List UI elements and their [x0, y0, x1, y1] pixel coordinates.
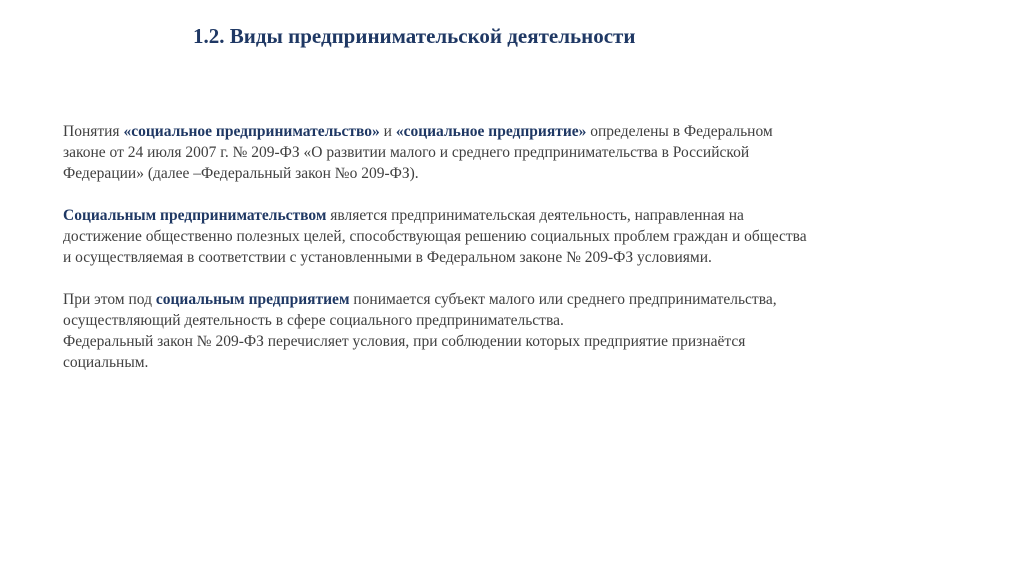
paragraph-spacer: [63, 268, 998, 289]
term-social-entrepreneurship-def: Социальным предпринимательством: [63, 207, 327, 224]
paragraph-social-entrepreneurship: [63, 205, 998, 268]
paragraph-line: Федеральный закон № 209-ФЗ перечисляет условия, при соблюдении которых предприятие признаётся: [63, 333, 746, 350]
text-fragment: При этом под: [63, 291, 156, 308]
paragraph-line: достижение общественно полезных целей, способствующая решению социальных проблем граждан и общества: [63, 228, 807, 245]
term-social-enterprise-def: социальным предприятием: [155, 291, 350, 308]
text-fragment: и: [379, 123, 396, 140]
text-fragment: понимается субъект малого или среднего предпринимательства,: [349, 291, 777, 308]
text-fragment: определены в Федеральном: [586, 123, 773, 140]
slide-body: [63, 121, 998, 373]
paragraph-spacer: [63, 184, 998, 205]
paragraph-line: законе от 24 июля 2007 г. № 209-ФЗ «О развитии малого и среднего предпринимательства в Российской: [63, 144, 750, 161]
term-social-entrepreneurship: «социальное предпринимательство»: [123, 123, 380, 140]
paragraph-social-enterprise: [63, 289, 998, 373]
paragraph-line: [63, 289, 998, 310]
slide-title: 1.2. Виды предпринимательской деятельности: [193, 24, 636, 48]
paragraph-line: осуществляющий деятельность в сфере социального предпринимательства.: [63, 312, 564, 329]
text-fragment: Понятия: [63, 123, 124, 140]
paragraph-line: и осуществляемая в соответствии с установленными в Федеральном законе № 209-ФЗ условиями.: [63, 249, 712, 266]
paragraph-line: социальным.: [63, 354, 149, 371]
paragraph-line: Федерации» (далее –Федеральный закон №о 209-ФЗ).: [63, 165, 419, 182]
text-fragment: является предпринимательская деятельность, направленная на: [326, 207, 744, 224]
term-social-enterprise: «социальное предприятие»: [395, 123, 587, 140]
paragraph-definitions: [63, 121, 998, 184]
paragraph-line: [63, 205, 998, 226]
paragraph-line: [63, 121, 998, 142]
